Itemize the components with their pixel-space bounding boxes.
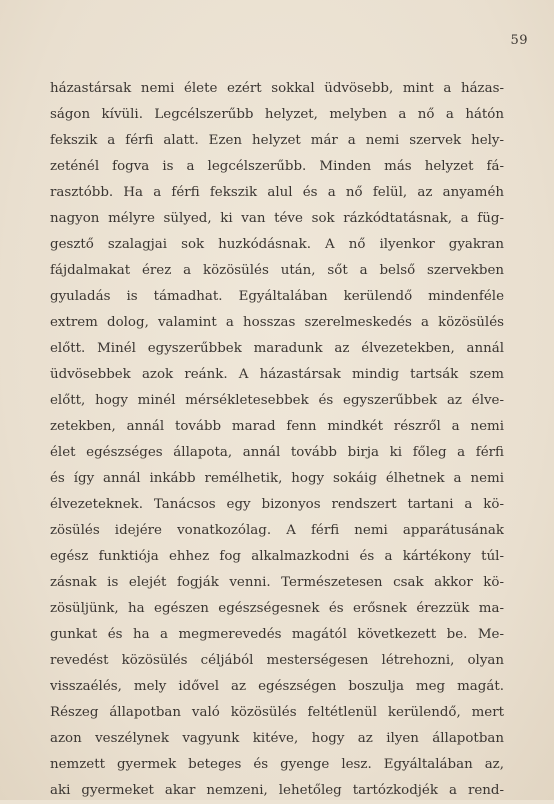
text-line: gunkat és ha a megmerevedés magától következett be. Me- bbox=[50, 627, 504, 642]
text-line: zösüljünk, ha egészen egészségesnek és erősnek érezzük ma- bbox=[50, 601, 504, 616]
text-line: élvezeteknek. Tanácsos egy bizonyos rendszert tartani a kö- bbox=[50, 497, 504, 512]
text-line: nemzett gyermek beteges és gyenge lesz. Egyáltalában az, bbox=[50, 757, 504, 772]
text-line: zetekben, annál tovább marad fenn mindkét részről a nemi bbox=[50, 419, 504, 434]
text-line: aki gyermeket akar nemzeni, lehetőleg tartózkodjék a rend- bbox=[50, 783, 504, 798]
text-line: extrem dolog, valamint a hosszas szerelmeskedés a közösülés bbox=[50, 315, 504, 330]
text-line: gesztő szalagjai sok huzkódásnak. A nő ilyenkor gyakran bbox=[50, 237, 504, 252]
text-line: rasztóbb. Ha a férfi fekszik alul és a nő felül, az anyaméh bbox=[50, 185, 504, 200]
text-line: fájdalmakat érez a közösülés után, sőt a belső szervekben bbox=[50, 263, 504, 278]
body-text bbox=[50, 76, 504, 804]
text-line: egész funktiója ehhez fog alkalmazkodni és a kártékony túl- bbox=[50, 549, 504, 564]
text-line: visszaélés, mely idővel az egészségen boszulja meg magát. bbox=[50, 679, 504, 694]
text-line: gyuladás is támadhat. Egyáltalában kerülendő mindenféle bbox=[50, 289, 504, 304]
text-line: azon veszélynek vagyunk kitéve, hogy az ilyen állapotban bbox=[50, 731, 504, 746]
text-line: zeténél fogva is a legcélszerűbb. Minden más helyzet fá- bbox=[50, 159, 504, 174]
text-line: és így annál inkább remélhetik, hogy sokáig élhetnek a nemi bbox=[50, 471, 504, 486]
text-line: fekszik a férfi alatt. Ezen helyzet már a nemi szervek hely- bbox=[50, 133, 504, 148]
text-line: házastársak nemi élete ezért sokkal üdvösebb, mint a házas- bbox=[50, 81, 504, 96]
text-line: revedést közösülés céljából mesterségesen létrehozni, olyan bbox=[50, 653, 504, 668]
text-line: zösülés idejére vonatkozólag. A férfi nemi apparátusának bbox=[50, 523, 504, 538]
text-line: előtt, hogy minél mérsékletesebbek és egyszerűbbek az élve- bbox=[50, 393, 504, 408]
text-line: élet egészséges állapota, annál tovább birja ki főleg a férfi bbox=[50, 445, 504, 460]
text-line: üdvösebbek azok reánk. A házastársak mindig tartsák szem bbox=[50, 367, 504, 382]
text-line: zásnak is elejét fogják venni. Természetesen csak akkor kö- bbox=[50, 575, 504, 590]
page-number: 59 bbox=[510, 33, 528, 48]
text-line: előtt. Minél egyszerűbbek maradunk az élvezetekben, annál bbox=[50, 341, 504, 356]
text-line: Részeg állapotban való közösülés feltétlenül kerülendő, mert bbox=[50, 705, 504, 720]
text-line: nagyon mélyre sülyed, ki van téve sok rázkódtatásnak, a füg- bbox=[50, 211, 504, 226]
text-line: ságon kívüli. Legcélszerűbb helyzet, melyben a nő a hátón bbox=[50, 107, 504, 122]
